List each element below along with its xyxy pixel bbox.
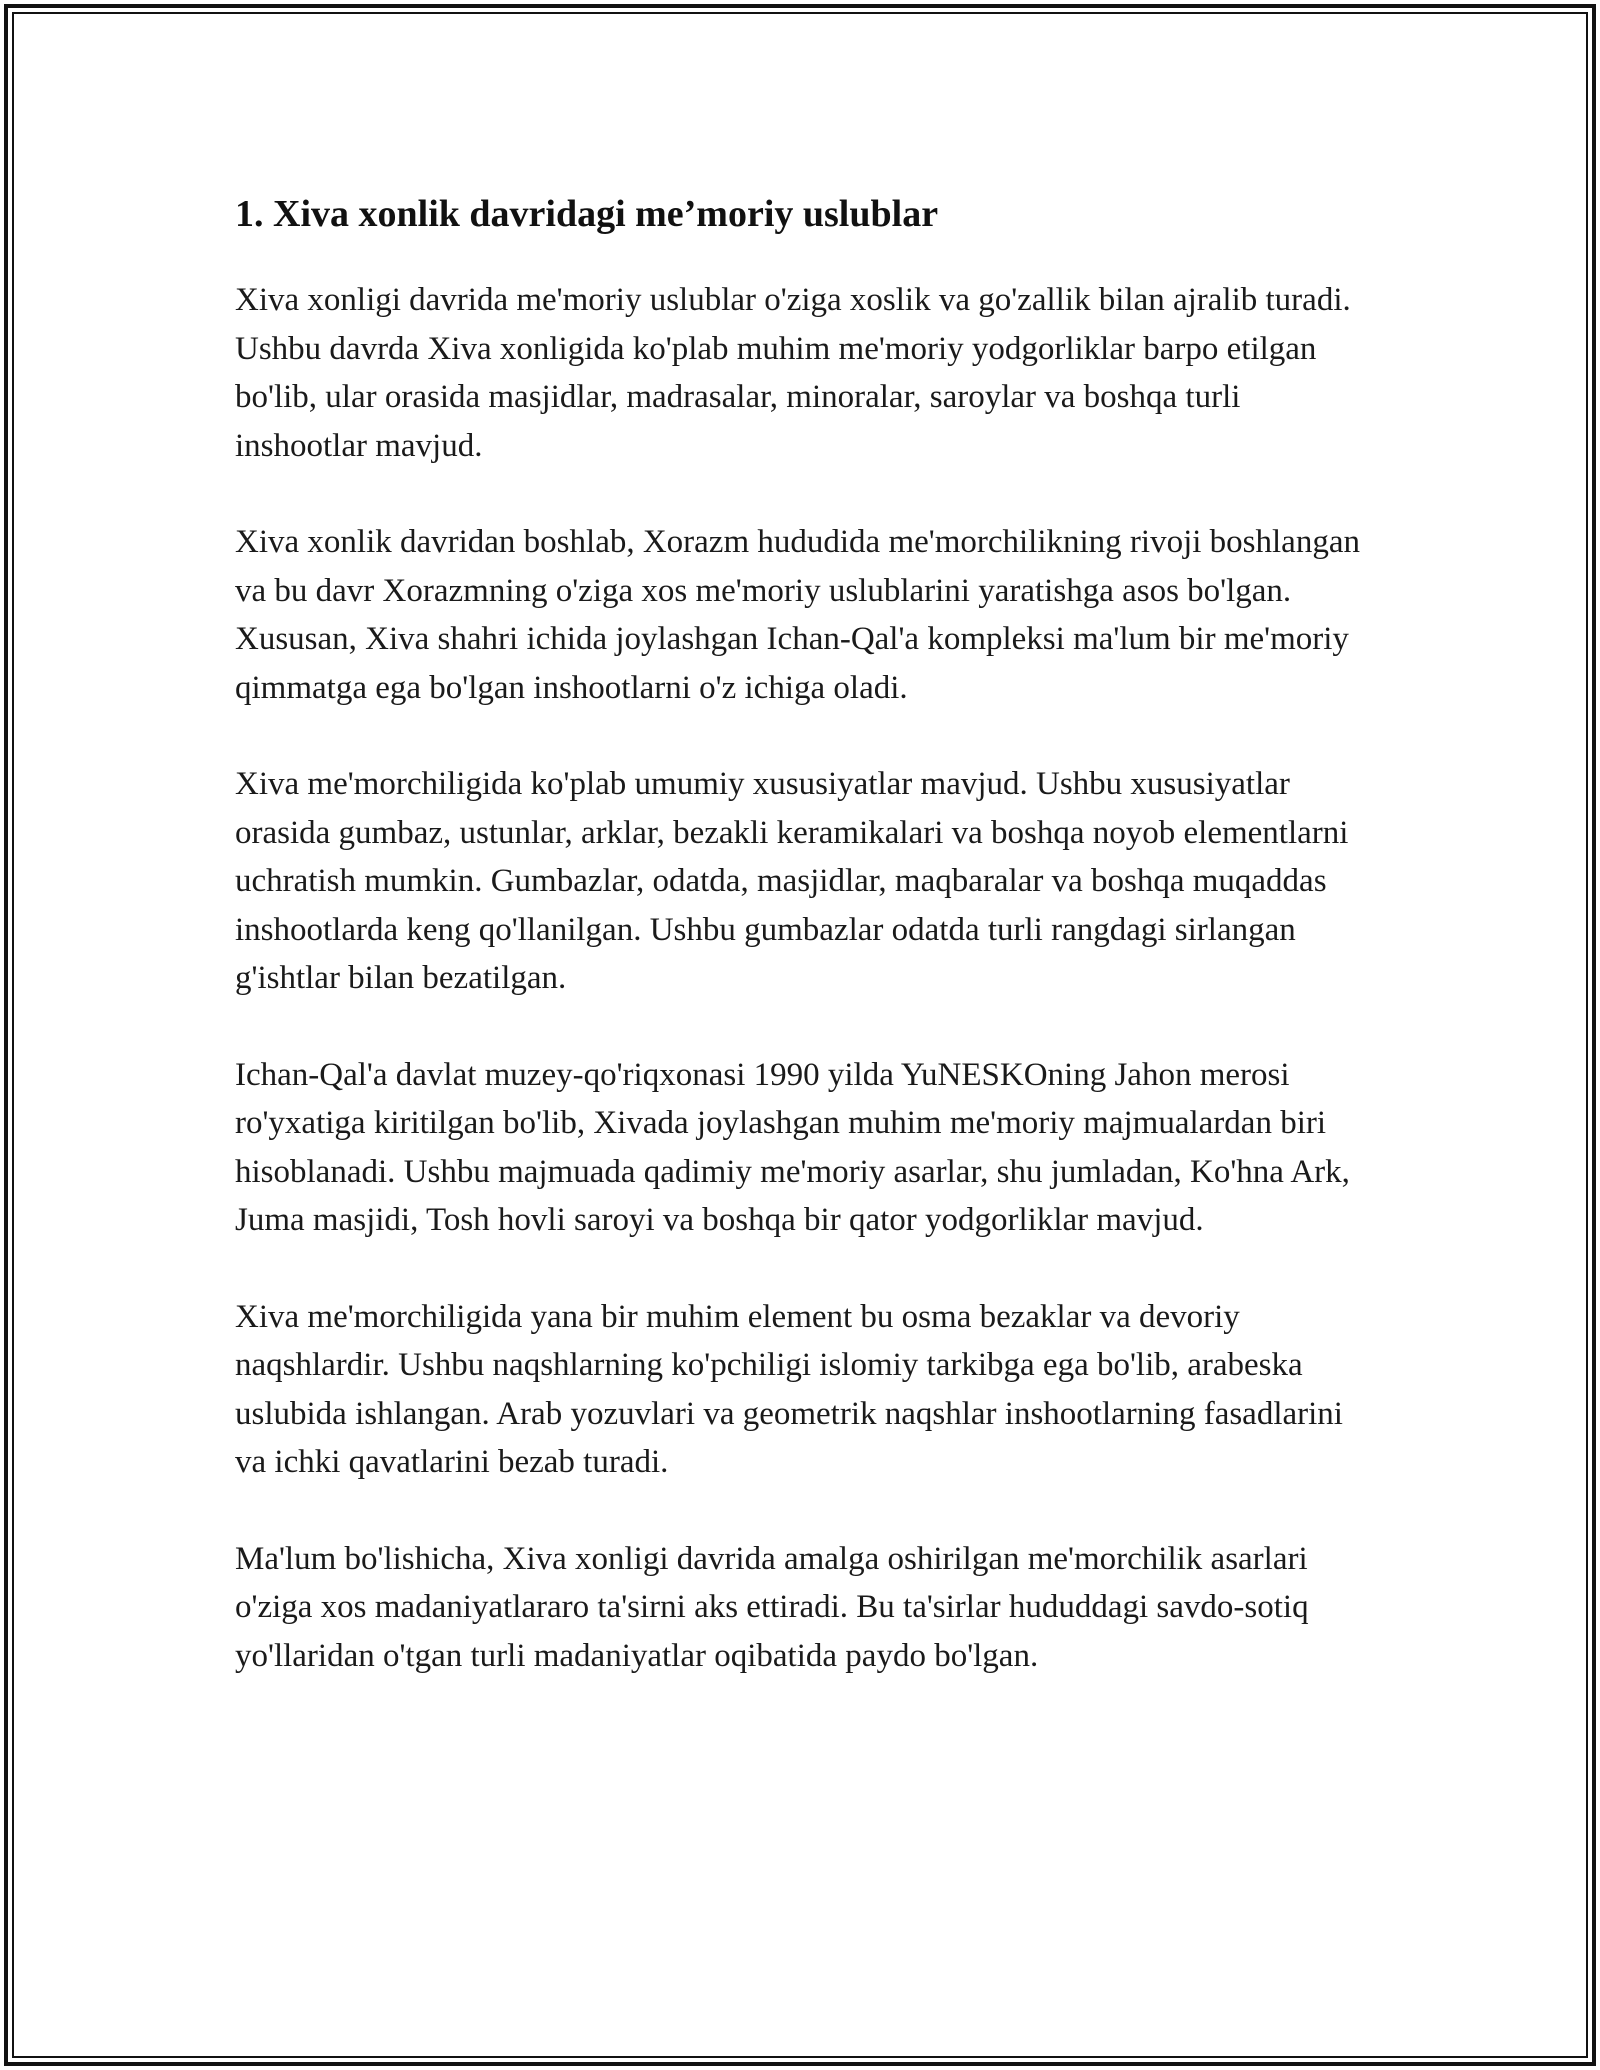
paragraph-1: Xiva xonligi davrida me'moriy uslublar o'ziga xoslik va go'zallik bilan ajralib turadi. Ushbu davrda Xiva xonligida ko'plab muhim me'moriy yodgorliklar barpo etilgan bo'lib, ular orasida masjidlar, madrasalar, minoralar, saroylar va boshqa turli inshootlar mavjud.: [235, 282, 1351, 464]
paragraph-6: Ma'lum bo'lishicha, Xiva xonligi davrida amalga oshirilgan me'morchilik asarlari o'ziga xos madaniyatlararo ta'sirni aks ettiradi. Bu ta'sirlar hududdagi savdo-sotiq yo'llaridan o'tgan turli madaniyatlar oqibatida paydo bo'lgan.: [235, 1540, 1309, 1674]
paragraph-5: Xiva me'morchiligida yana bir muhim element bu osma bezaklar va devoriy naqshlardir. Ushbu naqshlarning ko'pchiligi islomiy tarkibga ega bo'lib, arabeska uslubida ishlangan. Arab yozuvlari va geometrik naqshlar inshootlarning fasadlarini va ichki qavatlarini bezab turadi.: [235, 1298, 1343, 1480]
document-body: [235, 182, 1375, 1728]
page-title: 1. Xiva xonlik davridagi me’moriy uslublar: [235, 193, 939, 235]
paragraph-3: Xiva me'morchiligida ko'plab umumiy xususiyatlar mavjud. Ushbu xususiyatlar orasida gumbaz, ustunlar, arklar, bezakli keramikalari va boshqa noyob elementlarni uchratish mumkin. Gumbazlar, odatda, masjidlar, maqbaralar va boshqa muqaddas inshootlarda keng qo'llanilgan. Ushbu gumbazlar odatda turli rangdagi sirlangan g'ishtlar bilan bezatilgan.: [235, 766, 1349, 996]
paragraph-4: Ichan-Qal'a davlat muzey-qo'riqxonasi 1990 yilda YuNESKOning Jahon merosi ro'yxatiga kiritilgan bo'lib, Xivada joylashgan muhim me'moriy majmualardan biri hisoblanadi. Ushbu majmuada qadimiy me'moriy asarlar, shu jumladan, Ko'hna Ark, Juma masjidi, Tosh hovli saroyi va boshqa bir qator yodgorliklar mavjud.: [235, 1056, 1350, 1238]
paragraph-2: Xiva xonlik davridan boshlab, Xorazm hududida me'morchilikning rivoji boshlangan va bu davr Xorazmning o'ziga xos me'moriy uslublarini yaratishga asos bo'lgan. Xususan, Xiva shahri ichida joylashgan Ichan-Qal'a kompleksi ma'lum bir me'moriy qimmatga ega bo'lgan inshootlarni o'z ichiga oladi.: [235, 524, 1360, 706]
